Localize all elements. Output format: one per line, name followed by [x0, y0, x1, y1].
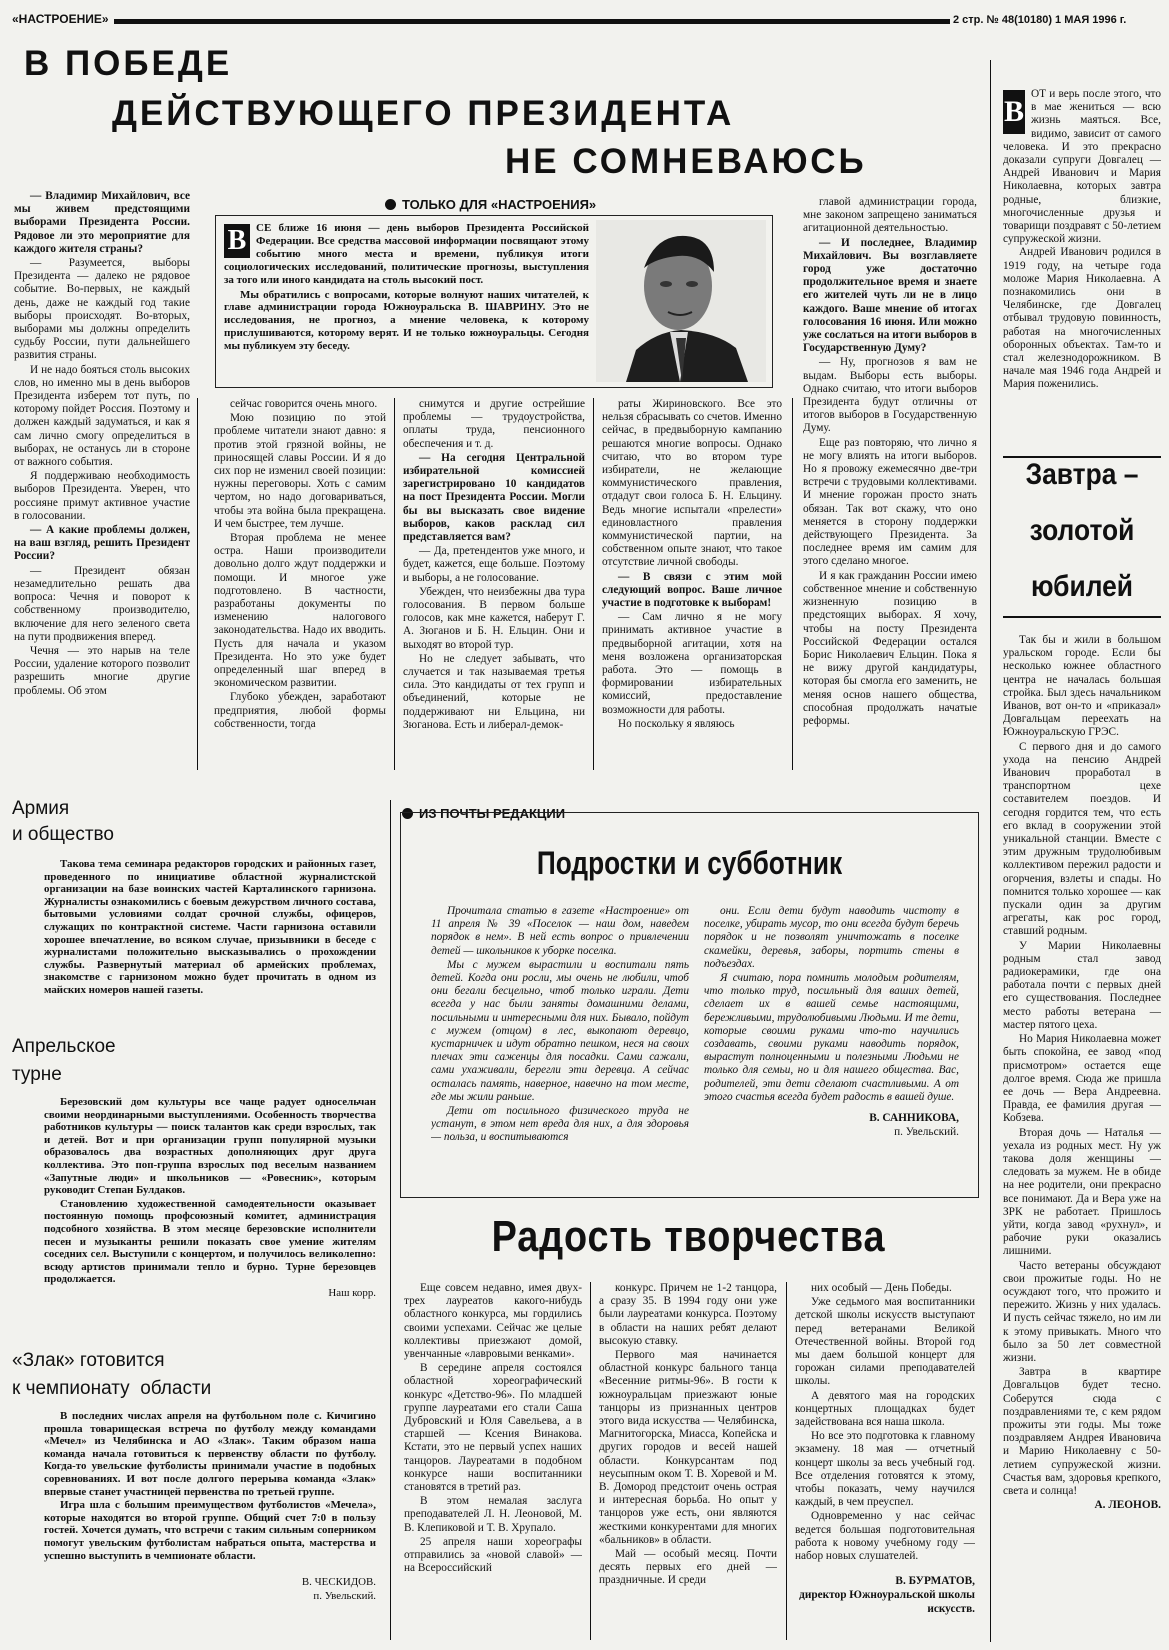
tour-title-1: Апрельское	[12, 1036, 116, 1057]
bullet-dot-icon	[385, 199, 396, 210]
jubilee-title-3: юбилей	[1030, 570, 1134, 603]
title-rule	[1003, 616, 1161, 618]
masthead-paper-name: «НАСТРОЕНИЕ»	[12, 12, 109, 26]
headline-line-1: В ПОБЕДЕ	[24, 44, 233, 83]
divider	[394, 398, 395, 770]
joy-col-3: них особый — День Победы. Уже седьмого мая воспитанники детской школы искусств выступают перед ветеранами Великой Отечественной войны. Второй год мы даем большой концерт для горожан силами преподавателей школы. А девятого мая на городских концертных площадках будет задействована вся наша школа. Но все это подготовка к главному экзамену. 18 мая — отчетный концерт школы за весь учебный год. Все отделения готовятся к этому, чтобы показать, чему научился каждый, в чем преуспел. Одновременно у нас сейчас ведется большая подготовительная работа к новому учебному году — набор новых слушателей. В. БУРМАТОВ, директор Южноуральской школы искусств.	[795, 1282, 975, 1615]
lead-text: В СЕ ближе 16 июня — день выборов Президента Российской Федерации. Все средства массовой информации посвящают этому событию много места и времени, публикуя итоги социологических исследований, политические прогнозы, выступления за того или иного кандидата на столь высокий пост. Мы обратились с вопросами, которые волнуют наших читателей, к главе администрации города Южноуральска В. ШАВРИНУ. Это не исследования, не прогноз, а мнение человека, к которому прислушиваются, которому верят. И не только южноуральцы. Сегодня мы публикуем эту беседу.	[224, 222, 589, 353]
letters-right-col: они. Если дети будут наводить чистоту в поселке, убирать мусор, то они всегда будут беречь порядок и не позволят уничтожать в поселке скамейки, деревья, заборы, портить стены в подъездах. Я считаю, пора помнить молодым родителям, что только труд, посильный для ваших детей, сделает их в вашей семье настоящими, бережливыми, трудолюбивыми Людьми. И те дети, которые своими руками что-то научились создавать, своими руками наводить порядок, вырастут полноценными и полезными Людьми не только для семьи, но и для нашего общества. Вас, родителей, эти дети сделают счастливыми. А от этого счастья всегда будет радость в вашей душе. В. САННИКОВА, п. Увельский.	[704, 905, 959, 1139]
zlak-text: В последних числах апреля на футбольном поле с. Кичигино прошла товарищеская встреча по футболу между командами «Мечел» из Челябинска и АО «Злак». Таким образом наша команда начала готовиться к первенству области по футболу. Когда-то увельские футболисты принимали участие в подобных соревнованиях. И вот после долгого перерыва команда «Злак» впервые станет участницей первенства по третьей группе. Игра шла с большим преимуществом футболистов «Мечела», которые находятся во второй группе. Общий счет 7:0 в пользу гостей. Хочется думать, что встречи с таким сильным соперником помогут увельским футболистам набраться опыта, мастерства и успешно выступить в чемпионате области. В. ЧЕСКИДОВ. п. Увельский.	[44, 1410, 376, 1602]
masthead-rule	[114, 19, 950, 24]
interview-col-3: снимутся и другие острейшие проблемы — трудоустройства, оплаты труда, пенсионного обеспечения и т. д. — На сегодня Центральной избирательной комиссией зарегистрировано 10 кандидатов на пост Президента России. Могли бы вы высказать свое видение выборов, каков расклад сил представляется вам? — Да, претендентов уже много, и будет, кажется, еще больше. Поэтому и выборы, а не голосование. Убежден, что неизбежны два тура голосования. В первом больше голосов, как мне кажется, наберут Г. А. Зюганов и Б. Н. Ельцин. Они и выходят во второй тур. Но не следует забывать, что случается и так называемая третья сила. Это кандидаты от тех групп и объединений, которые не поддерживают ни Ельцина, ни Зюганова. Есть и либерал-демок-	[403, 398, 585, 731]
jubilee-title-1: Завтра –	[1025, 458, 1139, 491]
joy-col-1: Еще совсем недавно, имея двух-трех лауреатов какого-нибудь областного конкурса, мы гордились своими успехами. Сейчас же целые коллективы приезжают домой, увенчанные «лавровыми венками». В середине апреля состоялся областной хореографический конкурс «Детство-96». По младшей группе лауреатами его стали Саша Дубровский и Юля Савельева, а в старшей — Ксения Винакова. Кстати, это не первый успех наших танцоров. Лауреатами в подобном конкурсе наши воспитанники становятся в третий раз. В этом немалая заслуга преподавателей Л. Н. Леоновой, М. В. Клепиковой и Т. В. Хрупало. 25 апреля наши хореографы отправились за «новой славой» — на Всероссийский	[404, 1282, 582, 1575]
portrait-photo	[596, 220, 766, 382]
letters-title: Подростки и субботник	[536, 845, 843, 881]
headline-line-3: НЕ СОМНЕВАЮСЬ	[505, 142, 867, 181]
army-title-2: и общество	[12, 824, 114, 845]
divider	[792, 398, 793, 770]
divider	[390, 800, 391, 1640]
rubric-only-for: ТОЛЬКО ДЛЯ «НАСТРОЕНИЯ»	[385, 197, 596, 212]
joy-col-2: конкурс. Причем не 1-2 танцора, а сразу 35. В 1994 году они уже были лауреатами конкурса. Поэтому в области на наших ребят делают высокую ставку. Первого мая начинается областной конкурс бального танца «Весенние ритмы-96». В гости к южноуральцам приезжают юные танцоры из признанных центров этого вида искусства — Челябинска, Магнитогорска, Миасса, Копейска и других городов и весей нашей области. Конкурсантам под неусыпным оком Т. В. Хоревой и М. В. Домород предстоит очень острая и интересная борьба. Но опыт у танцоров уже есть, они являются жесткими конкурентами для многих «бальников» в области. Май — особый месяц. Почти десять первых его дней — праздничные. И среди	[599, 1282, 777, 1587]
headline-line-2: ДЕЙСТВУЮЩЕГО ПРЕЗИДЕНТА	[112, 94, 735, 133]
portrait-image	[596, 220, 766, 382]
interview-col-2: сейчас говорится очень много. Мою позицию по этой проблеме читатели знают давно: я против этой грязной войны, не приносящей славы России. И я до сих пор не изменил своей позиции: нужны переговоры. Хоть с самим чертом, но надо договариваться, чтобы эта война была прекращена. И чем быстрее, тем лучше. Вторая проблема не менее остра. Наши производители довольно долго ждут поддержки и помощи. И многое уже подготовлено. В частности, разработаны документы по изменению налогового законодательства. Надо их вводить. Пусть для начала и указом Президента. Но это уже будет определенный шаг вперед в экономическом развитии. Глубоко убежден, заработают предприятия, любой формы собственности, тогда	[214, 398, 386, 730]
letters-left-col: Прочитала статью в газете «Настроение» от 11 апреля № 39 «Поселок — наш дом, наведем порядок в нем». В ней есть вопрос о привлечении детей — школьников к уборке поселка. Мы с мужем вырастили и воспитали пять детей. Когда они росли, мы очень не любили, чтоб они бегали бесцельно, чтоб только играли. Дети всегда у нас были заняты домашними делами, посильными и интересными для них. Бывало, пойдут с мужем (отцом) в лес, выкопают деревцо, кустарничек и идут обратно пешком, неся на своих плечах эти саженцы для посадки. Сами сажали, сами ухаживали, берегли эти деревца. А сейчас осталась память, наверное, навечно на том месте, где мы жили раньше. Дети от посильного физического труда не устанут, в этом нет вреда для них, а для здоровья — польза, и воспитываются	[431, 905, 689, 1144]
right-dropcap: В	[1003, 90, 1025, 134]
letters-box	[400, 812, 979, 1198]
divider	[197, 398, 198, 770]
lead-dropcap: В	[224, 224, 250, 258]
joy-title: Радость творчества	[491, 1212, 886, 1261]
divider	[990, 60, 991, 1642]
right-col-top: В ОТ и верь после этого, что в мае жениться — всю жизнь маяться. Все, видимо, зависит от самого человека. И это прекрасно доказали супруги Довгалец — Андрей Иванович и Мария Николаевна, которых завтра родные, близкие, многочисленные друзья и товарищи поздравят с 50-летием супружеской жизни. Андрей Иванович родился в 1919 году, на четыре года моложе Мария Николаевна. А познакомились они в Челябинске, где Довгалец отбывал трудовую повинность, работая на многочисленных оборонных объектах. Там-то и стал железнодорожником. В начале мая 1946 года Андрей и Мария поженились.	[1003, 88, 1161, 391]
masthead-issue: 2 стр. № 48(10180) 1 МАЯ 1996 г.	[953, 14, 1127, 26]
army-text: Такова тема семинара редакторов городских и районных газет, проведенного по инициативе областной журналистской организации на базе воинских частей Карталинского гарнизона. Журналисты ознакомились с боевым дежурством личного состава, бытовыми условиями солдат срочной службы, офицеров, служащих по контрактной системе. Части гарнизона оставили хорошее впечатление, во всяком случае, призывники в беседе с журналистами положительно высказывались о прохождении службы. Развернутый материал об армейских проблемах, знакомстве с гарнизоном можно будет прочитать в одном из майских номеров нашей газеты.	[44, 858, 376, 996]
zlak-title-2: к чемпионату области	[12, 1378, 212, 1399]
interview-col-4: раты Жириновского. Все это нельзя сбрасывать со счетов. Именно сейчас, в предвыборную кампанию решаются многие вопросы. Однако считаю, что во втором туре избиратели, не желающие коммунистического правления, отдадут свои голоса Б. Н. Ельцину. Ведь многие испытали «прелести» единовластного правления коммунистической партии, на собственном опыте знают, что такое отсутствие личной свободы. — В связи с этим мой следующий вопрос. Ваше личное участие в подготовке к выборам! — Сам лично я не могу принимать активное участие в предвыборной агитации, хотя на меня возложена организаторская работа. Это — помощь в формировании избирательных комиссий, предоставление возможности для работы. Но поскольку я являюсь	[602, 398, 782, 730]
lead-box	[215, 215, 773, 388]
divider	[590, 1282, 591, 1640]
tour-title-2: турне	[12, 1064, 62, 1085]
divider	[593, 398, 594, 770]
rubric-letters: ИЗ ПОЧТЫ РЕДАКЦИИ	[402, 806, 565, 821]
jubilee-title-2: золотой	[1029, 514, 1135, 547]
interview-col-1: — Владимир Михайлович, все мы живем предстоящими выборами Президента России. Рядовое ли это мероприятие для каждого жителя страны? — Разумеется, выборы Президента — далеко не рядовое событие. Во-первых, не каждый день, даже не каждый год такие выборы происходят. Во-вторых, выборами мы должны определить судьбу России, пути дальнейшего развития страны. И не надо бояться столь высоких слов, но именно мы в день выборов Президента изберем тот путь, по которому пойдет Россия. Поэтому и должен каждый задуматься, и как я сам лично смогу определиться в выборах, не останусь ли в стороне от важного события. Я поддерживаю необходимость выборов Президента. Уверен, что россияне примут активное участие в голосовании. — А какие проблемы должен, на ваш взгляд, решить Президент России? — Президент обязан незамедлительно решать два вопроса: Чечня и поворот к собственному производителю, включение для него зеленого света на пути продвижения вперед. Чечня — это нарыв на теле России, удаление которого позволит разрешить многие другие проблемы. Об этом	[14, 190, 190, 697]
interview-col-5: главой администрации города, мне законом запрещено заниматься агитационной деятельностью. — И последнее, Владимир Михайлович. Вы возглавляете город уже достаточно продолжительное время и знаете его жителей чуть ли не в лицо каждого. Ваше мнение об итогах голосования 16 июня. Или можно уже сослаться на итоги выборов в Государственную Думу? — Ну, прогнозов я вам не выдам. Выборы есть выборы. Однако считаю, что итоги выборов Президента будут отличны от итогов выборов в Государственную Думу. Еще раз повторяю, что лично я не могу влиять на итоги выборов. Но я провожу ежемесячно две-три встречи с трудовыми коллективами. И мнение горожан просто знать обязан. Так вот скажу, что оно меняется в сторону поддержки действующего Президента. За последнее время им самим для этого сделано многое. И я как гражданин России имею собственное мнение и собственную жизненную позицию в предстоящих выборах. Я хочу, чтобы на посту Президента Российской Федерации остался Борис Николаевич Ельцин. Пока я не вижу другой кандидатуры, которая бы смогла его заменить, не меняя основ нашего общества, способная продолжать начатые реформы.	[803, 196, 977, 727]
right-col-body: Так бы и жили в большом уральском городе. Если бы несколько южнее областного центра не началась большая стройка. Был здесь начальником Иванов, вот он-то и «приказал» Довгальцам переехать на Южноуральскую ГРЭС. С первого дня и до самого ухода на пенсию Андрей Иванович проработал в транспортном цехе составителем поездов. И сегодня гордится тем, что есть его вклад в сооружении этой уникальной станции. Вместе с этим дружным трудолюбивым коллективом пережил радости и огорчения, взлеты и спады. Но помнится только хорошее — как пускали один за другим агрегаты, как рос город, ставший родным. У Марии Николаевны родным стал завод радиокерамики, где она работала почти с первых дней его существования. Последнее место работы ветерана — мастер пятого цеха. Но Мария Николаевна может быть спокойна, ее завод «под присмотром» остается еще долгое время. Сюда же пришла ее дочь — Вера Андреевна. Правда, ее фамилия другая — Кобзева. Вторая дочь — Наталья — уехала из родных мест. Ну уж такова доля женщины — следовать за мужем. Не в обиде на нее родители, они прекрасно все понимают. Да и Вера уже на ЗРК не работает. Пришлось уйти, когда завод «рухнул», и рабочие руки оказались лишними. Часто ветераны обсуждают свои прожитые годы. Но не осуждают того, что прожито и пережито. Жизнь у них удалась. И пусть сейчас тяжело, но им ли к этому привыкать. Много что было за 50 лет совместной жизни. Завтра в квартире Довгальцов будет тесно. Соберутся сюда с поздравлениями те, с кем рядом прожиты эти годы. Мы тоже поздравляем Андрея Ивановича и Марию Николаевну с 50-летием супружеской жизни. Счастья вам, здоровья крепкого, света и солнца! А. ЛЕОНОВ.	[1003, 634, 1161, 1512]
zlak-title-1: «Злак» готовится	[12, 1350, 165, 1371]
divider	[786, 1282, 787, 1640]
army-title-1: Армия	[12, 798, 70, 819]
tour-text: Березовский дом культуры все чаще радует односельчан своими неординарными выступлениями. Особенность творчества работников культуры — поиск талантов как среди взрослых, так и детей. Вот и при организации групп популярной музыки образовалось два возрастных дополняющих друг друга коллектива. Это поп-группа взрослых под веселым названием «Запутные люди» и школьников — «Ровесник», которым руководит Степан Булдаков. Становлению художественной самодеятельности оказывает постоянную помощь профсоюзный комитет, администрация подсобного хозяйства. В этом месяце березовские исполнители песен и музыканты решили показать свое умение жителям соседних сел. Выступили с концертом, и получилось великолепно: всюду артистов принимали тепло и бурно. Турне березовцев продолжается. Наш корр.	[44, 1096, 376, 1299]
